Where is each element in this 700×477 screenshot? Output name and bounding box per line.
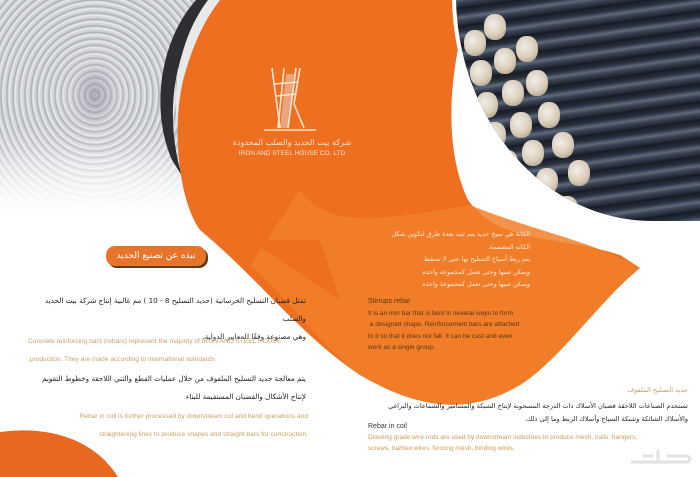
stirrups-title: Stirrups rebar — [368, 298, 411, 305]
section-heading-pill: نبذه عن تصنيع الحديد — [106, 246, 206, 266]
text-line: وهي مصنوعة وفقًا للمعايير الدولية. — [202, 332, 306, 341]
text-line: تمثل قضبان التسليح الخرسانية (حديد التسليح 8 - 10 ) مم غالبية إنتاج شركة بيت الحديد والصلب — [44, 296, 306, 323]
text-line: الكانه المصممة. — [487, 242, 530, 251]
text-line: يتم ربط أسياخ التسليح بها حتى لا تسقط — [423, 255, 530, 263]
rebar-coil-title-en: Rebar in coil — [368, 423, 407, 430]
text-line: والأسلاك الشائكة وشبكة السياج وأسلاك الربط وما إلى ذلك. — [524, 415, 688, 423]
stirrups-description-en — [368, 308, 543, 354]
company-logo — [222, 58, 362, 158]
text-line: Concrete reinforcing bars (rebars) represent the majority of IRON AND STEEL HOUSE — [28, 338, 282, 345]
rebar-coil-description-ar — [368, 400, 688, 426]
text-line: to it so that it does not fall. It can be cast and even — [368, 332, 513, 340]
intro-paragraph-en-1 — [28, 333, 308, 369]
text-line: screws, barbed wires, fencing mesh, binding wires. — [368, 444, 515, 452]
text-line: straightening lines to produce shapes and straight bars for construction. — [99, 431, 308, 438]
rebar-ends — [456, 0, 606, 225]
text-line: .production. They are made according to international standards — [28, 356, 215, 363]
rebar-coil-title-ar: حديد التسليح الملفوف — [627, 386, 688, 394]
text-line: a designed shape. Reinforcement bars are attached — [368, 321, 520, 329]
text-line: Rebar in coil is further processed by downstream cut and bend operations and — [79, 413, 308, 420]
text-line: تستخدم الصناعات اللاحقة قضبان الأسلاك ذات الدرجة المسحوبة لإنتاج الشبكة والمسامير والشماعات والبراغي — [388, 402, 688, 410]
text-line: Drawing grade wire rods are used by downstream industries to produce mesh, nails, hangers, — [368, 434, 638, 441]
company-name-english: IRON AND STEEL HOUSE CO. LTD — [238, 150, 346, 157]
company-name-arabic: شركة بيت الحديد والصلب المحدودة — [232, 138, 352, 147]
intro-paragraph-en-2 — [28, 408, 308, 444]
tower-logo-icon — [260, 64, 320, 134]
text-line: ويمكن صبها وحتى تعمل كمجموعة واحده — [422, 267, 530, 276]
text-line: لإنتاج الأشكال والقضبان المستقيمة للبناء — [185, 392, 306, 401]
text-line: work as a single group. — [368, 344, 435, 352]
intro-paragraph-ar-2 — [20, 370, 306, 406]
stirrups-description-ar — [360, 228, 530, 291]
text-line: يتم معالجة حديد التسليح الملفوف من خلال عمليات القطع والثني اللاحقة وخطوط التقويم — [42, 374, 306, 383]
text-line: الكانة هي سيخ حديد يتم ثنيه بعدة طرق لتكوين شكل — [391, 230, 530, 238]
text-line: It is an iron bar that is bent in several ways to form — [368, 310, 513, 317]
rebar-bundle-photo — [452, 0, 700, 225]
text-line: ويمكن صبها وحتى تعمل كمجموعة واحده — [422, 280, 530, 288]
haraj-watermark-icon — [628, 447, 694, 469]
